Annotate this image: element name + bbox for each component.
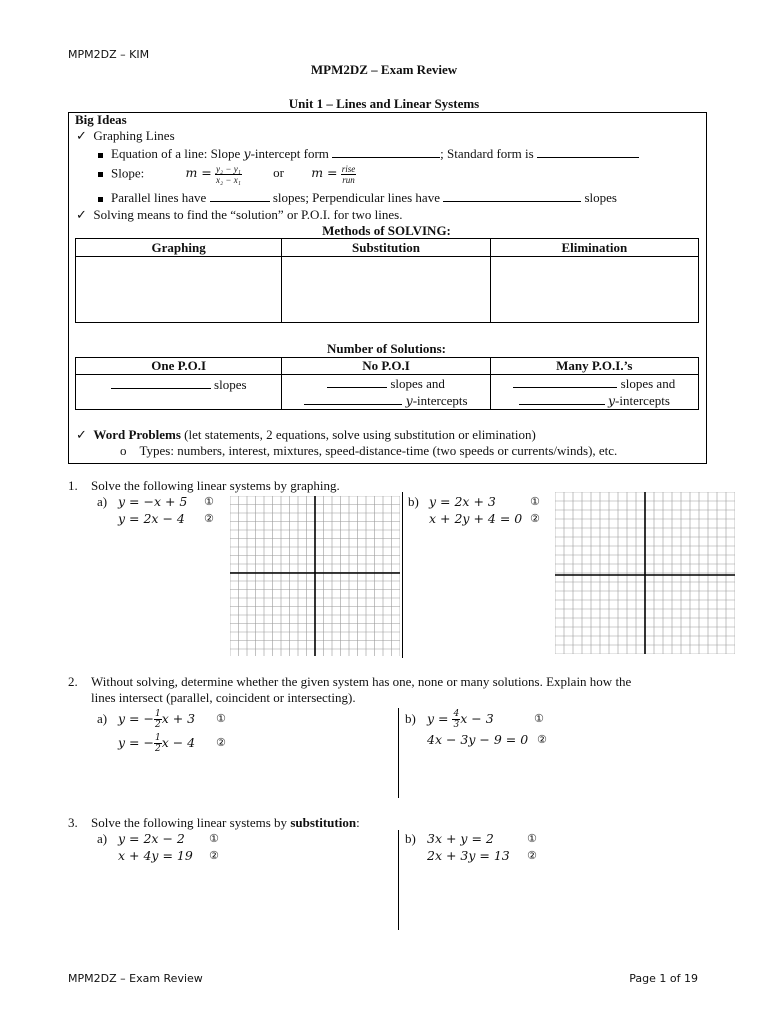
solutions-header-many: Many P.O.I.’s <box>490 358 698 375</box>
blank-many-slopes <box>513 377 617 388</box>
slope-m: m = <box>185 165 212 181</box>
q2a-circle-1: ① <box>216 712 226 725</box>
word-problems-item <box>76 427 536 443</box>
q2a-eq2-post: x − 4 <box>161 735 196 750</box>
q1-divider <box>402 492 403 658</box>
q2b-circle-2: ② <box>537 733 547 746</box>
q2-text-2: lines intersect (parallel, coincident or intersecting). <box>91 690 356 705</box>
slope-m2: m = <box>311 165 338 181</box>
blank-one-slopes <box>111 378 211 389</box>
q1b-eq1: y = 2x + 3 <box>429 494 496 509</box>
graphing-lines-item <box>76 128 175 144</box>
slope-den: x₂ − x₁ <box>216 175 241 185</box>
blank-many-intercepts <box>519 394 605 405</box>
parallel-item <box>98 190 617 206</box>
q2a-eq2-den: 2 <box>154 744 161 754</box>
footer-page-number: Page 1 of 19 <box>629 972 698 985</box>
slope-fraction <box>215 164 242 185</box>
blank-parallel <box>210 191 270 202</box>
q1b-grid[interactable] <box>555 492 735 654</box>
solutions-cell-many <box>490 375 698 410</box>
q1b-circle-1: ① <box>530 495 540 508</box>
eq-line-text-b: -intercept form <box>250 146 333 161</box>
q1b-label: b) <box>408 494 419 509</box>
solving-text: Solving means to find the “solution” or P.O.I. for two lines. <box>93 207 403 222</box>
eq-line-text-c: ; Standard form is <box>440 146 537 161</box>
parallel-text-c: slopes <box>581 190 617 205</box>
q3b-label: b) <box>405 831 416 846</box>
blank-standard-form <box>537 147 639 158</box>
q2-text-1: Without solving, determine whether the given system has one, none or many solutions. Explain how the <box>91 674 632 689</box>
q2-number: 2. <box>68 674 78 689</box>
q2b-eq1-post: x − 3 <box>460 711 494 726</box>
q1b-circle-2: ② <box>530 512 540 525</box>
word-problems-bold: Word Problems <box>93 427 181 442</box>
q2a-eq1-pre: y = − <box>118 711 154 726</box>
types-item <box>120 443 617 459</box>
page-title: MPM2DZ – Exam Review <box>310 62 458 77</box>
check-icon: ✓ <box>76 427 87 442</box>
sol-many-text-a: slopes and <box>617 376 676 391</box>
methods-header-elimination: Elimination <box>490 239 698 257</box>
q2a-eq1-post: x + 3 <box>161 711 196 726</box>
graphing-lines-label: Graphing Lines <box>93 128 175 143</box>
q2a-eq2-pre: y = − <box>118 735 154 750</box>
eq-line-y: y <box>243 146 251 161</box>
slope-num: y₂ − y₁ <box>216 164 241 174</box>
footer-left: MPM2DZ – Exam Review <box>68 972 203 985</box>
methods-heading: Methods of SOLVING: <box>322 223 451 238</box>
equation-line-item <box>98 146 639 162</box>
blank-slope-intercept <box>332 147 440 158</box>
rise: rise <box>341 164 356 174</box>
check-icon: ✓ <box>76 128 87 143</box>
q2a-eq2 <box>118 733 195 754</box>
q2a-eq1-frac <box>154 709 162 730</box>
q1-number: 1. <box>68 478 78 493</box>
methods-cell-elimination[interactable] <box>490 257 698 323</box>
q2a-circle-2: ② <box>216 736 226 749</box>
q3-text-bold: substitution <box>290 815 357 830</box>
q1a-eq2: y = 2x − 4 <box>118 511 185 526</box>
q3b-eq2: 2x + 3y = 13 <box>427 848 510 863</box>
word-problems-rest: (let statements, 2 equations, solve using substitution or elimination) <box>180 427 536 442</box>
methods-header-graphing: Graphing <box>76 239 282 257</box>
parallel-text-b: slopes; Perpendicular lines have <box>269 190 444 205</box>
parallel-text-a: Parallel lines have <box>111 190 210 205</box>
q2a-label: a) <box>97 711 108 726</box>
q2b-eq1 <box>427 709 494 730</box>
eq-line-text-a: Equation of a line: Slope <box>111 146 244 161</box>
q1b-eq2: x + 2y + 4 = 0 <box>429 511 523 526</box>
solutions-cell-none <box>282 375 490 410</box>
slope-label: Slope: <box>111 165 145 181</box>
q2b-eq1-den: 3 <box>453 720 460 730</box>
solutions-header-none: No P.O.I <box>282 358 490 375</box>
q3a-label: a) <box>97 831 108 846</box>
q3a-eq1: y = 2x − 2 <box>118 831 185 846</box>
q3a-circle-1: ① <box>209 832 219 845</box>
q3-number: 3. <box>68 815 78 830</box>
q2b-circle-1: ① <box>534 712 544 725</box>
q3b-eq1: 3x + y = 2 <box>427 831 494 846</box>
slope-item <box>98 164 356 185</box>
circle-bullet-icon: o <box>120 443 127 458</box>
solutions-cell-one <box>76 375 282 410</box>
sol-none-text-b: -intercepts <box>412 393 468 408</box>
sol-one-text: slopes <box>210 377 247 392</box>
q2a-eq1-num: 1 <box>154 709 161 719</box>
q3a-eq2: x + 4y = 19 <box>118 848 193 863</box>
q2b-eq2: 4x − 3y − 9 = 0 <box>427 732 529 747</box>
square-bullet-icon <box>98 153 103 158</box>
check-icon: ✓ <box>76 207 87 222</box>
solutions-header-one: One P.O.I <box>76 358 282 375</box>
q1a-circle-1: ① <box>204 495 214 508</box>
run: run <box>342 175 355 185</box>
q3a-circle-2: ② <box>209 849 219 862</box>
q1a-eq1: y = −x + 5 <box>118 494 188 509</box>
big-ideas-heading: Big Ideas <box>75 112 127 127</box>
unit-title: Unit 1 – Lines and Linear Systems <box>288 96 480 111</box>
header-left: MPM2DZ – KIM <box>68 48 150 61</box>
q1a-grid[interactable] <box>230 496 400 656</box>
square-bullet-icon <box>98 197 103 202</box>
methods-header-substitution: Substitution <box>282 239 490 257</box>
q3-text <box>91 815 360 831</box>
q3b-circle-2: ② <box>527 849 537 862</box>
solving-item <box>76 207 403 223</box>
sol-many-text-b: -intercepts <box>615 393 670 408</box>
q1a-label: a) <box>97 494 108 509</box>
q3-divider <box>398 830 399 930</box>
q2a-eq1 <box>118 709 195 730</box>
sol-many-y: y <box>607 393 616 408</box>
blank-none-slopes <box>327 377 387 388</box>
q2a-eq2-frac <box>154 733 162 754</box>
q2b-eq1-num: 4 <box>453 709 460 719</box>
square-bullet-icon <box>98 172 103 177</box>
methods-table <box>75 238 699 323</box>
q3-text-a: Solve the following linear systems by <box>91 815 291 830</box>
blank-none-intercepts <box>304 394 402 405</box>
methods-cell-substitution[interactable] <box>282 257 490 323</box>
sol-none-y: y <box>405 393 413 408</box>
q1a-circle-2: ② <box>204 512 214 525</box>
methods-cell-graphing[interactable] <box>76 257 282 323</box>
slope-or: or <box>273 165 284 181</box>
q3b-circle-1: ① <box>527 832 537 845</box>
q2a-eq2-num: 1 <box>154 733 161 743</box>
num-solutions-heading: Number of Solutions: <box>327 341 446 356</box>
q2-divider <box>398 708 399 798</box>
q2b-eq1-pre: y = <box>427 711 453 726</box>
rise-run-fraction <box>341 164 357 185</box>
q1-text: Solve the following linear systems by graphing. <box>91 478 340 493</box>
blank-perpendicular <box>443 191 581 202</box>
q3-text-b: : <box>356 815 360 830</box>
types-text: Types: numbers, interest, mixtures, speed-distance-time (two speeds or currents/winds), etc. <box>139 443 618 458</box>
q2a-eq1-den: 2 <box>154 720 161 730</box>
solutions-table <box>75 357 699 410</box>
sol-none-text-a: slopes and <box>387 376 445 391</box>
q2b-label: b) <box>405 711 416 726</box>
